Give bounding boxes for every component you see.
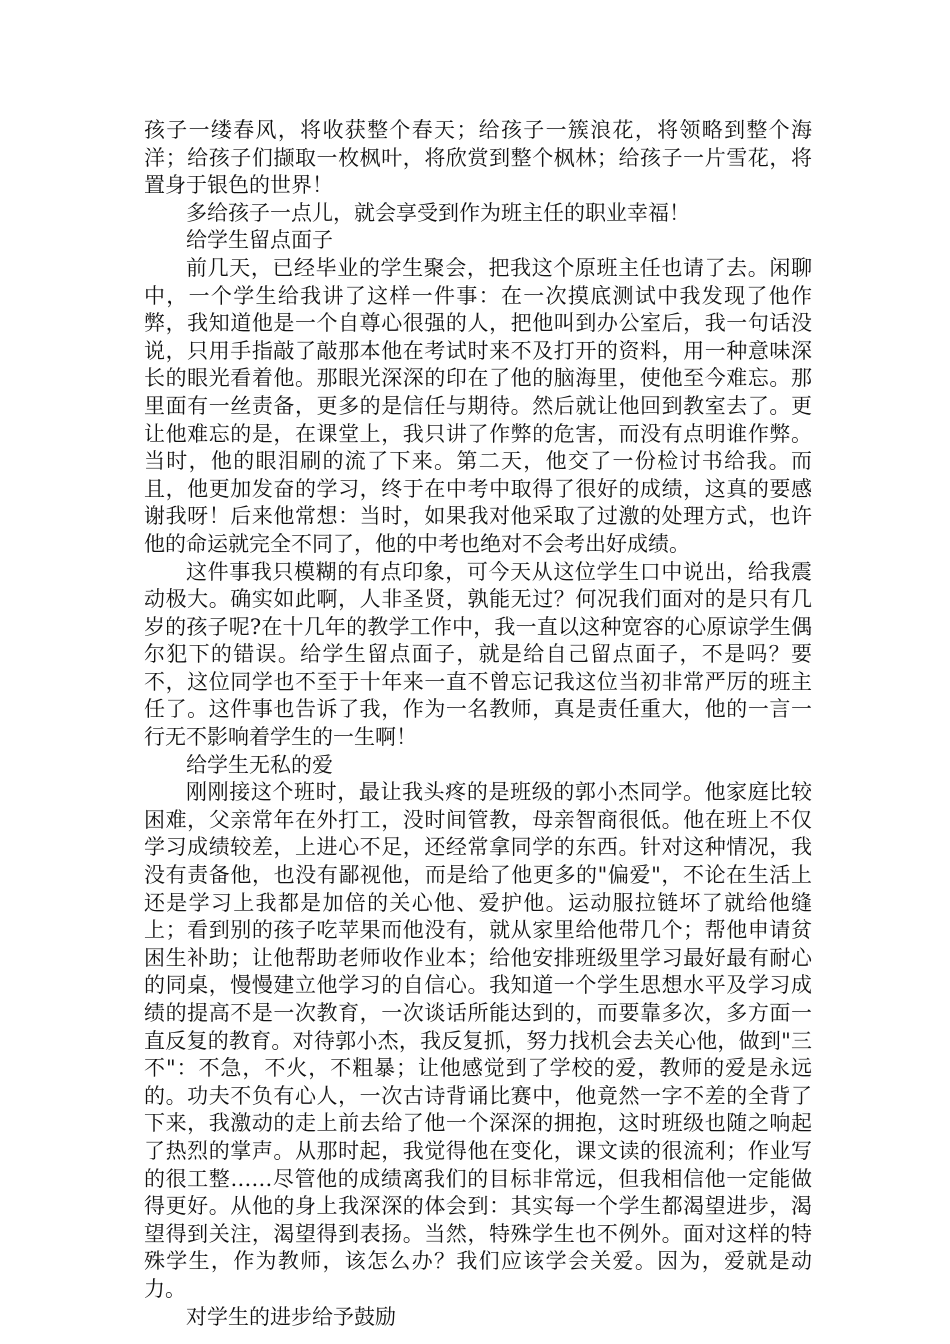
section-heading-selfless-love: 给学生无私的爱	[186, 752, 333, 777]
section-heading-encourage-progress: 对学生的进步给予鼓励	[186, 1304, 396, 1329]
document-body	[144, 117, 812, 1331]
paragraph-guo-xiaojie: 刚刚接这个班时，最让我头疼的是班级的郭小杰同学。他家庭比较困难，父亲常年在外打工，没时间管教，母亲智商很低。他在班上不仅学习成绩较差，上进心不足，还经常拿同学的东西。针对这种情况，我没有责备他，也没有鄙视他，而是给了他更多的"偏爱"，不论在生活上还是学习上我都是加倍的关心他、爱护他。运动服拉链坏了就给他缝上；看到别的孩子吃苹果而他没有，就从家里给他带几个；帮他申请贫困生补助；让他帮助老师收作业本；给他安排班级里学习最好最有耐心的同桌，慢慢建立他学习的自信心。我知道一个学生思想水平及学习成绩的提高不是一次教育，一次谈话所能达到的，而要靠多次，多方面一直反复的教育。对待郭小杰，我反复抓，努力找机会去关心他，做到"三不"：不急，不火，不粗暴；让他感觉到了学校的爱，教师的爱是永远的。功夫不负有心人，一次古诗背诵比赛中，他竟然一字不差的全背了下来，我激动的走上前去给了他一个深深的拥抱，这时班级也随之响起了热烈的掌声。从那时起，我觉得他在变化，课文读的很流利；作业写的很工整……尽管他的成绩离我们的目标非常远，但我相信他一定能做得更好。从他的身上我深深的体会到：其实每一个学生都渴望进步，渴望得到关注，渴望得到表扬。当然，特殊学生也不例外。面对这样的特殊学生，作为教师，该怎么办？我们应该学会关爱。因为，爱就是动力。	[144, 780, 812, 1301]
section-heading-save-face: 给学生留点面子	[186, 228, 333, 253]
paragraph-reflection: 这件事我只模糊的有点印象，可今天从这位学生口中说出，给我震动极大。确实如此啊，人非圣贤，孰能无过？何况我们面对的是只有几岁的孩子呢?在十几年的教学工作中，我一直以这种宽容的心原谅学生偶尔犯下的错误。给学生留点面子，就是给自己留点面子，不是吗？要不，这位同学也不至于十年来一直不曾忘记我这位当初非常严厉的班主任了。这件事也告诉了我，作为一名教师，真是责任重大，他的一言一行无不影响着学生的一生啊！	[144, 559, 812, 750]
paragraph-reunion-story: 前几天，已经毕业的学生聚会，把我这个原班主任也请了去。闲聊中，一个学生给我讲了这样一件事：在一次摸底测试中我发现了他作弊，我知道他是一个自尊心很强的人，把他叫到办公室后，我一句话没说，只用手指敲了敲那本他在考试时来不及打开的资料，用一种意味深长的眼光看着他。那眼光深深的印在了他的脑海里，使他至今难忘。那里面有一丝责备，更多的是信任与期待。然后就让他回到教室去了。更让他难忘的是，在课堂上，我只讲了作弊的危害，而没有点明谁作弊。当时，他的眼泪刷的流了下来。第二天，他交了一份检讨书给我。而且，他更加发奋的学习，终于在中考中取得了很好的成绩，这真的要感谢我呀！后来他常想：当时，如果我对他采取了过激的处理方式，也许他的命运就完全不同了，他的中考也绝对不会考出好成绩。	[144, 255, 812, 556]
paragraph-spring-wind: 孩子一缕春风，将收获整个春天；给孩子一簇浪花，将领略到整个海洋；给孩子们撷取一枚枫叶，将欣赏到整个枫林；给孩子一片雪花，将置身于银色的世界！	[144, 118, 812, 198]
paragraph-career-happiness: 多给孩子一点儿，就会享受到作为班主任的职业幸福！	[186, 200, 690, 225]
